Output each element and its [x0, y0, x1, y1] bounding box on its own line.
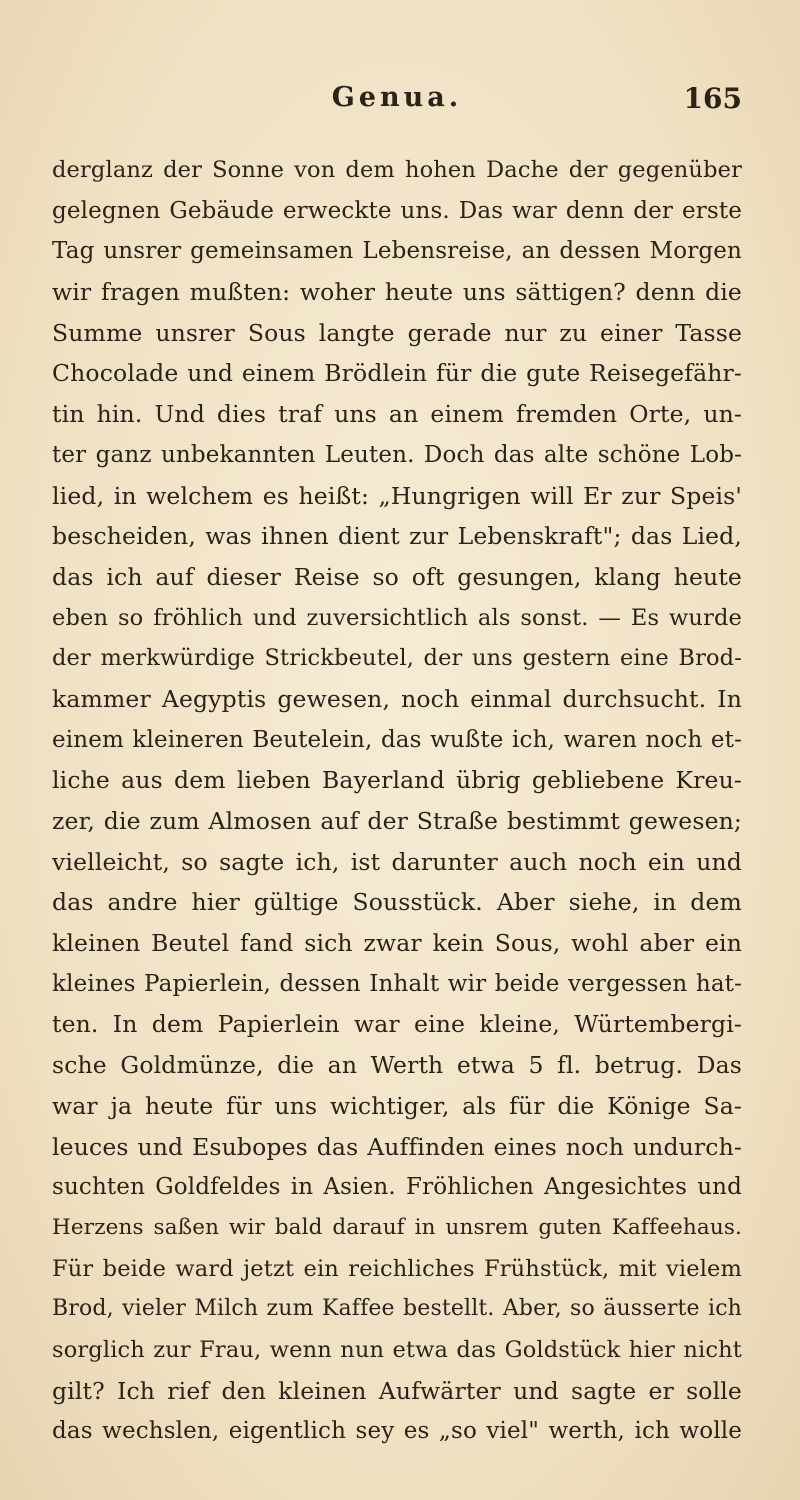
- text-line: kleines Papierlein, dessen Inhalt wir beide vergessen hat-: [52, 970, 742, 997]
- text-line: zer, die zum Almosen auf der Straße bestimmt gewesen;: [52, 807, 742, 835]
- text-line: Für beide ward jetzt ein reichliches Frühstück, mit vielem: [52, 1255, 742, 1282]
- text-line: ten. In dem Papierlein war eine kleine, Würtembergi-: [52, 1010, 742, 1039]
- text-line: suchten Goldfeldes in Asien. Fröhlichen Angesichtes und: [52, 1174, 742, 1201]
- text-line: war ja heute für uns wichtiger, als für die Könige Sa-: [52, 1091, 742, 1120]
- text-line: derglanz der Sonne von dem hohen Dache der gegenüber: [52, 157, 742, 183]
- text-line: einem kleineren Beutelein, das wußte ich, waren noch et-: [52, 726, 742, 753]
- text-line: das andre hier gültige Sousstück. Aber siehe, in dem: [52, 888, 742, 917]
- text-line: gilt? Ich rief den kleinen Aufwärter und sagte er solle: [52, 1376, 742, 1405]
- text-line: lied, in welchem es heißt: „Hungrigen will Er zur Speis': [52, 481, 742, 510]
- text-line: Chocolade und einem Brödlein für die gute Reisegefähr-: [52, 359, 742, 388]
- text-line: vielleicht, so sagte ich, ist darunter auch noch ein und: [52, 847, 742, 876]
- text-line: eben so fröhlich und zuversichtlich als sonst. — Es wurde: [52, 604, 742, 631]
- text-line: das ich auf dieser Reise so oft gesungen, klang heute: [52, 562, 742, 591]
- text-line: das wechslen, eigentlich sey es „so viel" werth, ich wolle: [52, 1418, 742, 1445]
- text-line: ter ganz unbekannten Leuten. Doch das alte schöne Lob-: [52, 441, 742, 468]
- text-line: bescheiden, was ihnen dient zur Lebenskraft"; das Lied,: [52, 522, 742, 551]
- text-line: sche Goldmünze, die an Werth etwa 5 fl. betrug. Das: [52, 1051, 742, 1080]
- text-line: Brod, vieler Milch zum Kaffee bestellt. Aber, so äusserte ich: [52, 1296, 742, 1322]
- running-title: Genua.: [331, 82, 463, 113]
- text-line: gelegnen Gebäude erweckte uns. Das war denn der erste: [52, 197, 742, 224]
- text-line: Tag unsrer gemeinsamen Lebensreise, an dessen Morgen: [52, 238, 742, 265]
- text-line: liche aus dem lieben Bayerland übrig gebliebene Kreu-: [52, 766, 742, 795]
- page-header: [52, 82, 742, 122]
- text-line: sorglich zur Frau, wenn nun etwa das Goldstück hier nicht: [52, 1336, 742, 1363]
- body-text: [52, 150, 742, 1452]
- text-line: kammer Aegyptis gewesen, noch einmal durchsucht. In: [52, 684, 742, 713]
- text-line: leuces und Esubopes das Auffinden eines noch undurch-: [52, 1132, 742, 1161]
- page-number: 165: [683, 82, 742, 115]
- text-line: Summe unsrer Sous langte gerade nur zu einer Tasse: [52, 318, 742, 347]
- text-line: Herzens saßen wir bald darauf in unsrem guten Kaffeehaus.: [52, 1214, 742, 1240]
- text-line: wir fragen mußten: woher heute uns sättigen? denn die: [52, 278, 742, 307]
- text-line: tin hin. Und dies traf uns an einem fremden Orte, un-: [52, 400, 742, 429]
- text-line: kleinen Beutel fand sich zwar kein Sous, wohl aber ein: [52, 929, 742, 958]
- text-line: der merkwürdige Strickbeutel, der uns gestern eine Brod-: [52, 645, 742, 672]
